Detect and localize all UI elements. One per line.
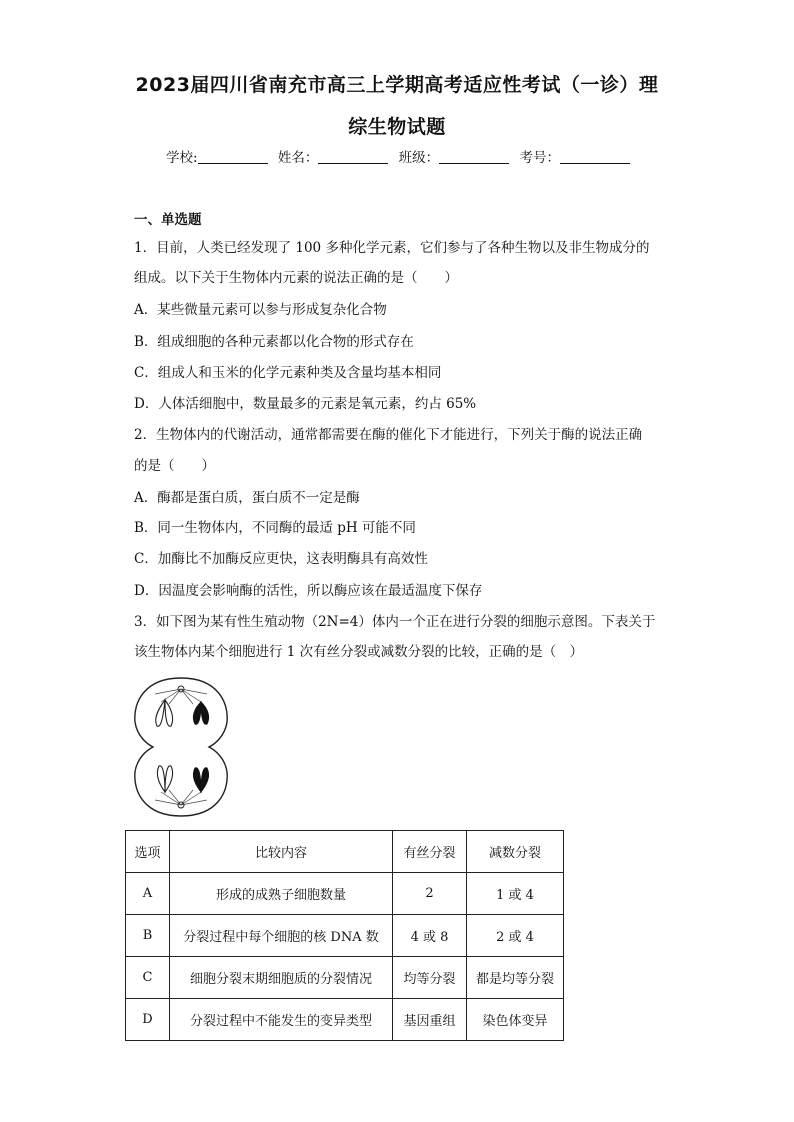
school-blank[interactable] xyxy=(198,149,268,164)
name-blank[interactable] xyxy=(318,149,388,164)
q2-option-d[interactable]: D．因温度会影响酶的活性，所以酶应该在最适温度下保存 xyxy=(134,583,483,599)
table-header-cell: 减数分裂 xyxy=(467,831,564,873)
table-row xyxy=(126,915,564,957)
table-cell: A xyxy=(126,873,170,915)
table-cell: C xyxy=(126,957,170,999)
table-cell: B xyxy=(126,915,170,957)
q2-option-a[interactable]: A．酶都是蛋白质，蛋白质不一定是酶 xyxy=(134,490,360,506)
q1-stem-line1: 1．目前，人类已经发现了 100 多种化学元素，它们参与了各种生物以及非生物成分的 xyxy=(134,240,650,256)
class-blank[interactable] xyxy=(439,149,509,164)
table-cell: 2 xyxy=(393,873,467,915)
class-label: 班级： xyxy=(398,150,440,166)
lower-black-chromosome xyxy=(193,768,208,792)
table-cell: 1 或 4 xyxy=(467,873,564,915)
table-cell: 基因重组 xyxy=(393,999,467,1041)
student-info-row xyxy=(166,146,636,166)
lower-centrosome-icon xyxy=(155,790,207,808)
page-title-line2: 综生物试题 xyxy=(348,116,446,138)
upper-white-chromosome xyxy=(156,700,173,726)
q2-stem-line2: 的是（ ） xyxy=(134,458,215,474)
q1-option-b[interactable]: B．组成细胞的各种元素都以化合物的形式存在 xyxy=(134,334,414,350)
q2-stem-line1: 2．生物体内的代谢活动，通常都需要在酶的催化下才能进行，下列关于酶的说法正确 xyxy=(134,427,643,443)
comparison-table xyxy=(125,830,564,1041)
cell-division-diagram xyxy=(125,672,237,822)
q1-stem-line2: 组成。以下关于生物体内元素的说法正确的是（ ） xyxy=(134,270,458,286)
table-cell: 均等分裂 xyxy=(393,957,467,999)
q1-option-c[interactable]: C．组成人和玉米的化学元素种类及含量均基本相同 xyxy=(134,365,442,381)
exam-id-blank[interactable] xyxy=(560,149,630,164)
q3-stem-line2: 该生物体内某个细胞进行 1 次有丝分裂或减数分裂的比较，正确的是（ ） xyxy=(134,644,584,660)
table-row xyxy=(126,957,564,999)
q1-option-a[interactable]: A．某些微量元素可以参与形成复杂化合物 xyxy=(134,302,387,318)
table-header-cell: 比较内容 xyxy=(170,831,393,873)
q2-option-c[interactable]: C．加酶比不加酶反应更快，这表明酶具有高效性 xyxy=(134,551,428,567)
section-title: 一、单选题 xyxy=(134,212,202,228)
cell-membrane xyxy=(135,678,227,816)
q3-stem-line1: 3．如下图为某有性生殖动物（2N=4）体内一个正在进行分裂的细胞示意图。下表关于 xyxy=(134,614,656,630)
table-cell: 2 或 4 xyxy=(467,915,564,957)
table-header-cell: 选项 xyxy=(126,831,170,873)
table-row xyxy=(126,999,564,1041)
table-cell: D xyxy=(126,999,170,1041)
table-cell: 分裂过程中不能发生的变异类型 xyxy=(170,999,393,1041)
school-label: 学校: xyxy=(166,150,198,166)
table-header-row xyxy=(126,831,564,873)
table-cell: 4 或 8 xyxy=(393,915,467,957)
table-header-cell: 有丝分裂 xyxy=(393,831,467,873)
table-cell: 形成的成熟子细胞数量 xyxy=(170,873,393,915)
table-cell: 细胞分裂末期细胞质的分裂情况 xyxy=(170,957,393,999)
name-label: 姓名： xyxy=(277,150,319,166)
lower-white-chromosome xyxy=(157,766,172,792)
exam-id-label: 考号： xyxy=(519,150,560,166)
q1-option-d[interactable]: D．人体活细胞中，数量最多的元素是氧元素，约占 65% xyxy=(134,396,477,412)
upper-black-chromosome xyxy=(193,702,208,724)
table-row xyxy=(126,873,564,915)
table-cell: 分裂过程中每个细胞的核 DNA 数 xyxy=(170,915,393,957)
page-title-line1: 2023届四川省南充市高三上学期高考适应性考试（一诊）理 xyxy=(135,74,659,96)
q2-option-b[interactable]: B．同一生物体内，不同酶的最适 pH 可能不同 xyxy=(134,520,416,536)
table-cell: 都是均等分裂 xyxy=(467,957,564,999)
table-cell: 染色体变异 xyxy=(467,999,564,1041)
upper-centrosome-icon xyxy=(155,686,207,704)
